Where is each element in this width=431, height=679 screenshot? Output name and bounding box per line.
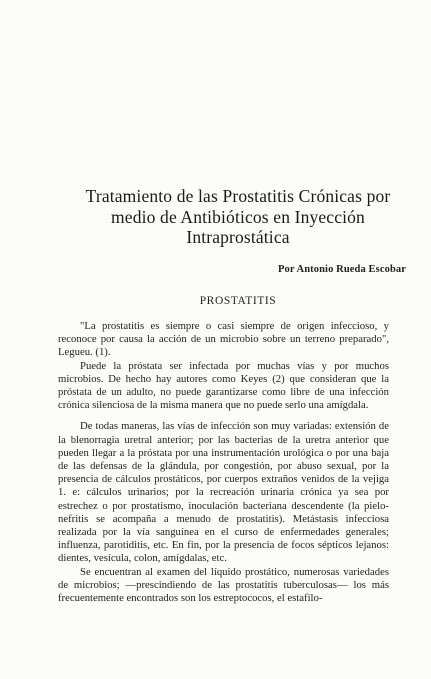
section-heading: PROSTATITIS (199, 295, 277, 307)
paragraph: Puede la próstata ser infectada por muchas vías y por muchos microbios. De hecho hay autores como Keyes (2) que consideran que la próstata de un adulto, no puede garantizarse como libre de una infección crónica silenciosa de la misma manera que no puede serlo una amígdala. (58, 359, 389, 412)
article-title-line-1: Tratamiento de las Prostatitis Crónicas por (85, 186, 391, 206)
paragraph: "La prostatitis es siempre o casi siempre de origen infeccioso, y reconoce por causa la acción de un microbio sobre un terreno preparado", Legueu. (1). (58, 320, 389, 359)
article-title (60, 186, 416, 248)
article-body (58, 320, 389, 605)
paragraph: De todas maneras, las vías de infección son muy variadas: extensión de la blenorragia uretral anterior; por las bacterias de la uretra anterior que pueden llegar a la próstata por una instrumentación urológica o por una baja de las defensas de la glándula, por congestión, por abuso sexual, por la presencia de cálculos prostáticos, por cuerpos extraños venidos de la vejiga 1. e: cálculos urinarios; por la recreación urinaria crónica ya sea por estrechez o por prostatismo, inoculación bacteriana descendente (la pielo-nefritis se acompaña a menudo de prostatitis). Metástasis infecciosa realizada por la vía sanguínea en el curso de enfermedades generales; influenza, parotiditis, etc. En fin, por la presencia de focos sépticos lejanos: dientes, vesícula, colon, amígdalas, etc. (58, 420, 389, 565)
article-title-line-2: medio de Antibióticos en Inyección (111, 206, 365, 227)
article-title-line-3: Intraprostática (186, 227, 290, 247)
paragraph: Se encuentran al examen del líquido prostático, numerosas variedades de microbios; —prescindiendo de las prostatitis tuberculosas— los más frecuentemente encontrados son los estreptococos, el estafilo- (58, 565, 389, 605)
article-author: Por Antonio Rueda Escobar (277, 264, 406, 275)
